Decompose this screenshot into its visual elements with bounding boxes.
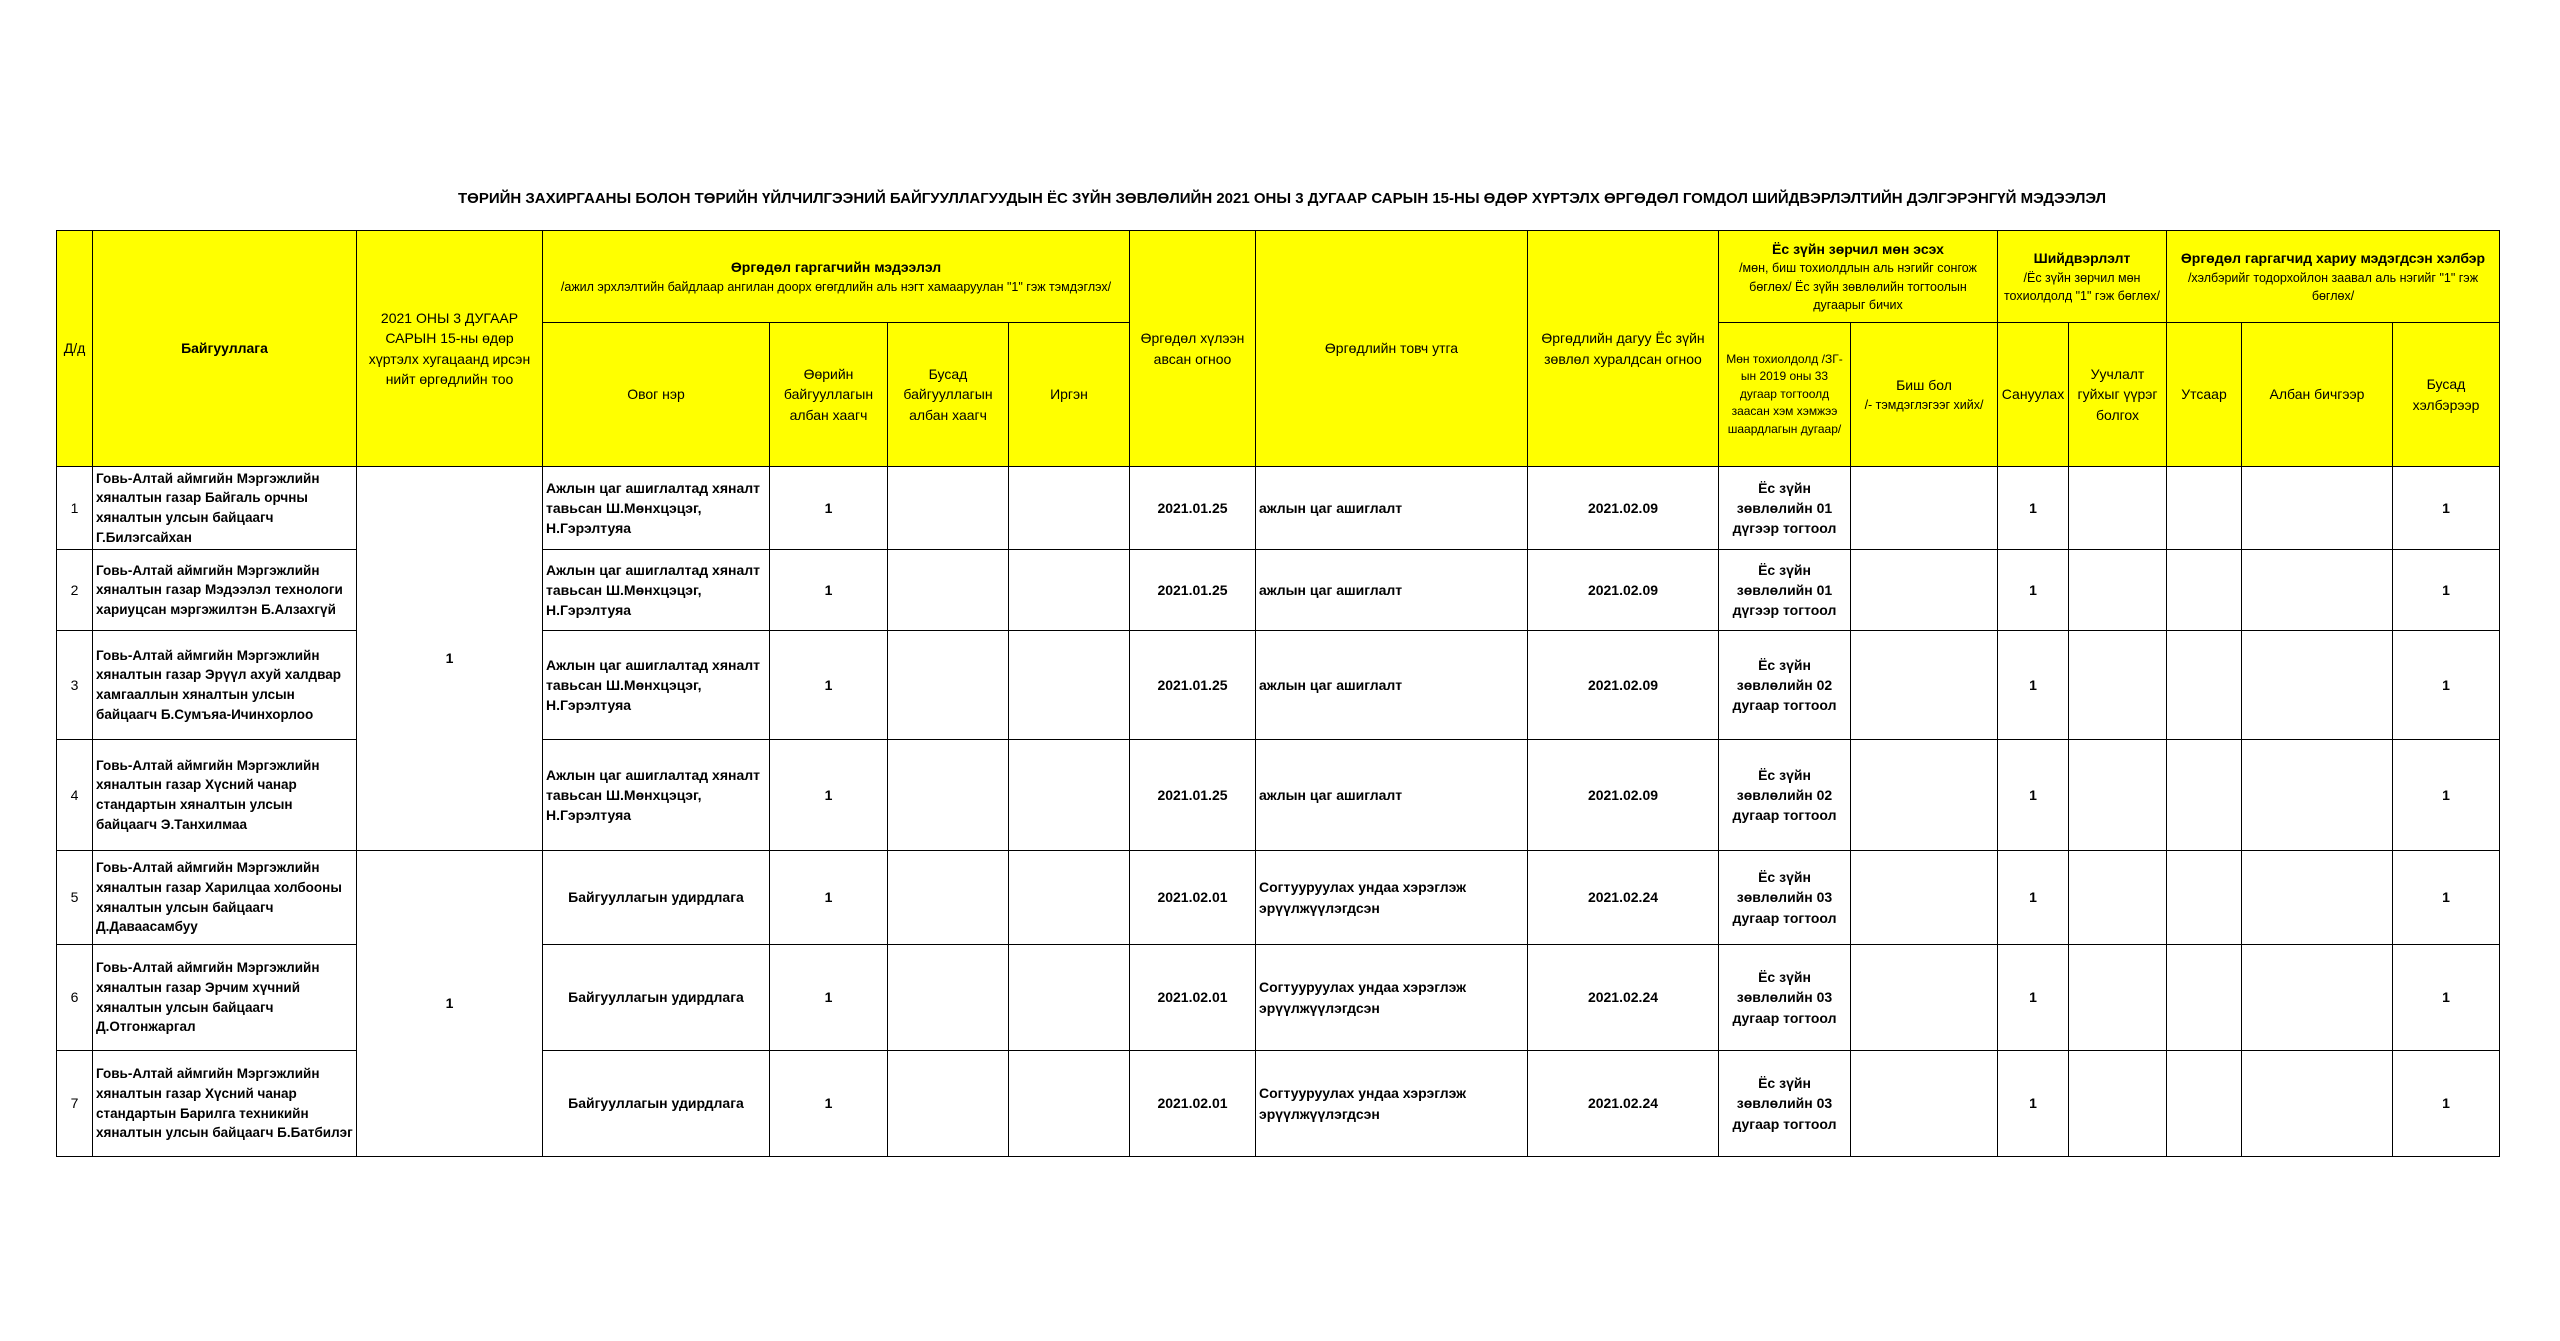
warning-cell: 1 — [1998, 631, 2069, 740]
group-applicant-title: Өргөдөл гаргагчийн мэдээлэл — [730, 259, 942, 276]
own-official-cell: 1 — [770, 550, 888, 631]
row-number: 1 — [57, 467, 93, 550]
apology-cell — [2069, 945, 2167, 1051]
own-official-cell: 1 — [770, 740, 888, 851]
summary-cell: ажлын цаг ашиглалт — [1256, 631, 1528, 740]
row-number: 2 — [57, 550, 93, 631]
row-number: 5 — [57, 851, 93, 945]
phone-cell — [2167, 1051, 2242, 1157]
citizen-cell — [1009, 945, 1130, 1051]
phone-cell — [2167, 467, 2242, 550]
row-number: 7 — [57, 1051, 93, 1157]
group-applicant-note: /ажил эрхлэлтийн байдлаар ангилан доорх өгөгдлийн аль нэгт хамааруулан "1" гэж тэмдэглэх/ — [560, 279, 1112, 294]
resolution-cell: Ёс зүйн зөвлөлийн 02 дугаар тогтоол — [1719, 740, 1851, 851]
other-official-cell — [888, 945, 1009, 1051]
letter-cell — [2242, 740, 2393, 851]
received-date-cell: 2021.02.01 — [1130, 945, 1256, 1051]
group-ethics-note: /мөн, биш тохиолдлын аль нэгийг сонгож бөглөх/ Ёс зүйн зөвлөлийн тогтоолын дугаарыг бичих — [1739, 261, 1977, 312]
other-form-cell: 1 — [2393, 945, 2500, 1051]
not-violation-cell — [1851, 740, 1998, 851]
col-other-official: Бусад байгууллагын албан хаагч — [888, 323, 1009, 467]
table-row — [57, 851, 2500, 945]
phone-cell — [2167, 631, 2242, 740]
warning-cell: 1 — [1998, 851, 2069, 945]
resolution-cell: Ёс зүйн зөвлөлийн 03 дугаар тогтоол — [1719, 945, 1851, 1051]
summary-cell: ажлын цаг ашиглалт — [1256, 740, 1528, 851]
col-organization: Байгууллага — [93, 231, 357, 467]
row-number: 4 — [57, 740, 93, 851]
col-not-violation-label: Биш бол — [1896, 377, 1952, 394]
col-name: Овог нэр — [543, 323, 770, 467]
letter-cell — [2242, 1051, 2393, 1157]
col-public-apology: Уучлалт гуйхыг үүрэг болгох — [2069, 323, 2167, 467]
letter-cell — [2242, 945, 2393, 1051]
resolution-cell: Ёс зүйн зөвлөлийн 03 дугаар тогтоол — [1719, 1051, 1851, 1157]
meeting-date-cell: 2021.02.09 — [1528, 467, 1719, 550]
phone-cell — [2167, 740, 2242, 851]
phone-cell — [2167, 550, 2242, 631]
warning-cell: 1 — [1998, 467, 2069, 550]
apology-cell — [2069, 1051, 2167, 1157]
resolution-cell: Ёс зүйн зөвлөлийн 01 дүгээр тогтоол — [1719, 550, 1851, 631]
resolution-cell: Ёс зүйн зөвлөлийн 02 дугаар тогтоол — [1719, 631, 1851, 740]
warning-cell: 1 — [1998, 740, 2069, 851]
summary-cell: Согтууруулах ундаа хэрэглэж эрүүлжүүлэгдсэн — [1256, 945, 1528, 1051]
other-official-cell — [888, 550, 1009, 631]
not-violation-cell — [1851, 851, 1998, 945]
phone-cell — [2167, 851, 2242, 945]
summary-cell: ажлын цаг ашиглалт — [1256, 550, 1528, 631]
letter-cell — [2242, 467, 2393, 550]
received-date-cell: 2021.02.01 — [1130, 1051, 1256, 1157]
apology-cell — [2069, 740, 2167, 851]
col-meeting-date: Өргөдлийн дагуу Ёс зүйн зөвлөл хуралдсан огноо — [1528, 231, 1719, 467]
group-decision-note: /Ёс зүйн зөрчил мөн тохиолдолд "1" гэж бөглөх/ — [2003, 270, 2161, 303]
letter-cell — [2242, 851, 2393, 945]
applicant-name-cell: Ажлын цаг ашиглалтад хяналт тавьсан Ш.Мөнхцэцэг, Н.Гэрэлтуяа — [543, 467, 770, 550]
group-total-cell: 1 — [357, 851, 543, 1157]
organization-cell: Говь-Алтай аймгийн Мэргэжлийн хяналтын газар Харилцаа холбооны хяналтын улсын байцаагч Д.Даваасамбуу — [93, 851, 357, 945]
letter-cell — [2242, 631, 2393, 740]
group-applicant-info — [543, 231, 1130, 323]
received-date-cell: 2021.01.25 — [1130, 631, 1256, 740]
own-official-cell: 1 — [770, 631, 888, 740]
col-total-applications: 2021 ОНЫ 3 ДУГААР САРЫН 15-ны өдөр хүртэлх хугацаанд ирсэн нийт өргөдлийн тоо — [357, 231, 543, 467]
not-violation-cell — [1851, 1051, 1998, 1157]
other-official-cell — [888, 631, 1009, 740]
not-violation-cell — [1851, 550, 1998, 631]
applicant-name-cell: Байгууллагын удирдлага — [543, 945, 770, 1051]
organization-cell: Говь-Алтай аймгийн Мэргэжлийн хяналтын газар Байгаль орчны хяналтын улсын байцаагч Г.Билэгсайхан — [93, 467, 357, 550]
own-official-cell: 1 — [770, 467, 888, 550]
applicant-name-cell: Байгууллагын удирдлага — [543, 851, 770, 945]
summary-cell: ажлын цаг ашиглалт — [1256, 467, 1528, 550]
other-official-cell — [888, 467, 1009, 550]
applicant-name-cell: Ажлын цаг ашиглалтад хяналт тавьсан Ш.Мөнхцэцэг, Н.Гэрэлтуяа — [543, 550, 770, 631]
own-official-cell: 1 — [770, 945, 888, 1051]
not-violation-cell — [1851, 945, 1998, 1051]
summary-cell: Согтууруулах ундаа хэрэглэж эрүүлжүүлэгдсэн — [1256, 1051, 1528, 1157]
other-form-cell: 1 — [2393, 631, 2500, 740]
own-official-cell: 1 — [770, 1051, 888, 1157]
citizen-cell — [1009, 1051, 1130, 1157]
document-title: ТӨРИЙН ЗАХИРГААНЫ БОЛОН ТӨРИЙН ҮЙЛЧИЛГЭЭНИЙ БАЙГУУЛЛАГУУДЫН ЁС ЗҮЙН ЗӨВЛӨЛИЙН 2021 ОНЫ 3 ДУГААР САРЫН 15-НЫ ӨДӨР ХҮРТЭЛХ ӨРГӨДӨЛ ГОМДОЛ ШИЙДВЭРЛЭЛТИЙН ДЭЛГЭРЭНГҮЙ МЭДЭЭЛЭЛ — [458, 190, 2106, 207]
not-violation-cell — [1851, 467, 1998, 550]
apology-cell — [2069, 467, 2167, 550]
organization-cell: Говь-Алтай аймгийн Мэргэжлийн хяналтын газар Хүсний чанар стандартын Барилга техникийн хяналтын улсын байцаагч Б.Батбилэг — [93, 1051, 357, 1157]
resolution-cell: Ёс зүйн зөвлөлийн 03 дугаар тогтоол — [1719, 851, 1851, 945]
citizen-cell — [1009, 631, 1130, 740]
other-form-cell: 1 — [2393, 550, 2500, 631]
apology-cell — [2069, 631, 2167, 740]
citizen-cell — [1009, 550, 1130, 631]
col-letter: Албан бичгээр — [2242, 323, 2393, 467]
other-official-cell — [888, 1051, 1009, 1157]
meeting-date-cell: 2021.02.09 — [1528, 550, 1719, 631]
warning-cell: 1 — [1998, 1051, 2069, 1157]
group-response-form — [2167, 231, 2500, 323]
organization-cell: Говь-Алтай аймгийн Мэргэжлийн хяналтын газар Хүсний чанар стандартын хяналтын улсын байцаагч Э.Танхилмаа — [93, 740, 357, 851]
other-official-cell — [888, 740, 1009, 851]
meeting-date-cell: 2021.02.09 — [1528, 740, 1719, 851]
received-date-cell: 2021.02.01 — [1130, 851, 1256, 945]
citizen-cell — [1009, 851, 1130, 945]
organization-cell: Говь-Алтай аймгийн Мэргэжлийн хяналтын газар Эрүүл ахуй халдвар хамгааллын хяналтын улсын байцаагч Б.Сумъяа-Ичинхорлоо — [93, 631, 357, 740]
received-date-cell: 2021.01.25 — [1130, 467, 1256, 550]
col-citizen: Иргэн — [1009, 323, 1130, 467]
col-dd: Д/д — [57, 231, 93, 467]
warning-cell: 1 — [1998, 550, 2069, 631]
other-form-cell: 1 — [2393, 851, 2500, 945]
other-official-cell — [888, 851, 1009, 945]
citizen-cell — [1009, 467, 1130, 550]
own-official-cell: 1 — [770, 851, 888, 945]
other-form-cell: 1 — [2393, 740, 2500, 851]
organization-cell: Говь-Алтай аймгийн Мэргэжлийн хяналтын газар Мэдээлэл технологи хариуцсан мэргэжилтэн Б.Алзахгүй — [93, 550, 357, 631]
table-row — [57, 467, 2500, 550]
col-own-official: Өөрийн байгууллагын албан хаагч — [770, 323, 888, 467]
col-warning: Сануулах — [1998, 323, 2069, 467]
other-form-cell: 1 — [2393, 467, 2500, 550]
group-response-title: Өргөдөл гаргагчид хариу мэдэгдсэн хэлбэр — [2180, 250, 2486, 267]
row-number: 6 — [57, 945, 93, 1051]
applicant-name-cell: Ажлын цаг ашиглалтад хяналт тавьсан Ш.Мөнхцэцэг, Н.Гэрэлтуяа — [543, 740, 770, 851]
col-summary: Өргөдлийн товч утга — [1256, 231, 1528, 467]
group-total-cell: 1 — [357, 467, 543, 851]
received-date-cell: 2021.01.25 — [1130, 740, 1256, 851]
organization-cell: Говь-Алтай аймгийн Мэргэжлийн хяналтын газар Эрчим хүчний хяналтын улсын байцаагч Д.Отгонжаргал — [93, 945, 357, 1051]
complaints-table — [56, 230, 2500, 1157]
group-response-note: /хэлбэрийг тодорхойлон заавал аль нэгийг "1" гэж бөглөх/ — [2187, 270, 2479, 303]
citizen-cell — [1009, 740, 1130, 851]
meeting-date-cell: 2021.02.24 — [1528, 1051, 1719, 1157]
phone-cell — [2167, 945, 2242, 1051]
group-ethics-violation — [1719, 231, 1998, 323]
group-decision-title: Шийдвэрлэлт — [2033, 250, 2131, 267]
group-decision — [1998, 231, 2167, 323]
received-date-cell: 2021.01.25 — [1130, 550, 1256, 631]
summary-cell: Согтууруулах ундаа хэрэглэж эрүүлжүүлэгдсэн — [1256, 851, 1528, 945]
col-is-violation: Мөн тохиолдолд /ЗГ-ын 2019 оны 33 дугаар тогтоолд заасан хэм хэмжээ шаардлагын дугаар/ — [1719, 323, 1851, 467]
col-received-date: Өргөдөл хүлээн авсан огноо — [1130, 231, 1256, 467]
resolution-cell: Ёс зүйн зөвлөлийн 01 дүгээр тогтоол — [1719, 467, 1851, 550]
col-phone: Утсаар — [2167, 323, 2242, 467]
meeting-date-cell: 2021.02.24 — [1528, 945, 1719, 1051]
applicant-name-cell: Байгууллагын удирдлага — [543, 1051, 770, 1157]
not-violation-cell — [1851, 631, 1998, 740]
applicant-name-cell: Ажлын цаг ашиглалтад хяналт тавьсан Ш.Мөнхцэцэг, Н.Гэрэлтуяа — [543, 631, 770, 740]
other-form-cell: 1 — [2393, 1051, 2500, 1157]
meeting-date-cell: 2021.02.09 — [1528, 631, 1719, 740]
letter-cell — [2242, 550, 2393, 631]
row-number: 3 — [57, 631, 93, 740]
apology-cell — [2069, 851, 2167, 945]
col-not-violation-note: /- тэмдэглэгээг хийх/ — [1864, 397, 1984, 412]
group-ethics-title: Ёс зүйн зөрчил мөн эсэх — [1772, 241, 1944, 258]
col-other-form: Бусад хэлбэрээр — [2393, 323, 2500, 467]
warning-cell: 1 — [1998, 945, 2069, 1051]
col-not-violation — [1851, 323, 1998, 467]
meeting-date-cell: 2021.02.24 — [1528, 851, 1719, 945]
apology-cell — [2069, 550, 2167, 631]
